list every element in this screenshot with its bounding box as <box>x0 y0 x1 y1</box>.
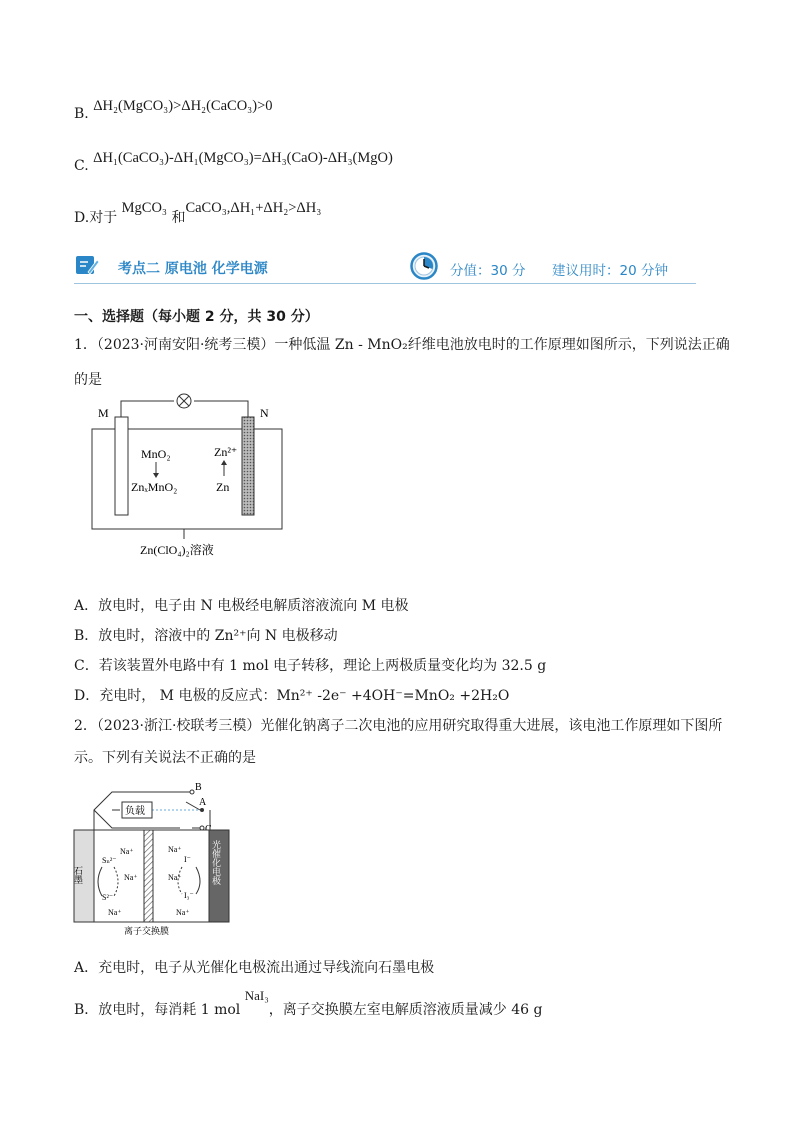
lamp-icon <box>177 394 191 408</box>
option-b-prefix: B．放电时，每消耗 1 mol <box>74 1002 241 1018</box>
option-and: 和 <box>171 210 186 226</box>
option-b: B．放电时，溶液中的 Zn²⁺向 N 电极移动 <box>74 628 338 644</box>
na-label: Na⁺ <box>108 908 122 917</box>
switch-b-label: B <box>195 782 202 793</box>
option-c-prev <box>74 150 393 176</box>
i3-label: I₃⁻ <box>184 891 194 900</box>
membrane-label: 离子交换膜 <box>124 926 170 936</box>
na-label: Na⁺ <box>120 847 134 856</box>
pencil-icon <box>74 252 100 282</box>
option-prefix: 对于 <box>89 210 118 226</box>
sn-label: Sₙ²⁻ <box>102 856 117 865</box>
switch-a-label: A <box>199 797 207 808</box>
suggested-time: 建议用时：20 分钟 <box>552 263 668 279</box>
formula-mg: MgCO₃ <box>121 200 167 216</box>
formula-op: > <box>173 98 182 114</box>
formula-mid: ΔH₂(CaCO₃) <box>181 98 258 114</box>
option-c: C．若该装置外电路中有 1 mol 电子转移，理论上两极质量变化均为 32.5 g <box>74 658 547 674</box>
na-label: Na⁺ <box>176 908 190 917</box>
section-heading: 一、选择题（每小题 2 分，共 30 分） <box>74 309 319 325</box>
formula-d: CaCO₃,ΔH₁+ΔH₂>ΔH₃ <box>185 200 322 216</box>
zn2-label: Zn²⁺ <box>214 445 238 459</box>
option-d-prev <box>74 200 322 228</box>
option-a: A．充电时，电子从光催化电极流出通过导线流向石墨电极 <box>74 960 435 976</box>
na-label: Na⁺ <box>124 873 138 882</box>
solution-label: Zn(ClO₄)₂溶液 <box>140 543 214 557</box>
option-b <box>74 988 543 1020</box>
formula-nai3: NaI₃ <box>244 988 269 1003</box>
option-letter: B. <box>74 106 89 122</box>
mno2-label: MnO₂ <box>141 447 171 461</box>
option-d: D．充电时， M 电极的反应式：Mn²⁺ -2e⁻ +4OH⁻=MnO₂ +2H₂O <box>74 688 510 704</box>
topic-title: 考点二 原电池 化学电源 <box>118 261 268 277</box>
figure-photocatalytic-battery <box>72 772 232 944</box>
na-label: Na⁺ <box>168 845 182 854</box>
option-b-prev <box>74 98 273 124</box>
electrode-m-label: M <box>98 406 109 420</box>
zn-label: Zn <box>216 480 230 494</box>
figure-zn-mno2-battery <box>84 392 294 571</box>
na-label: Na⁺ <box>168 873 182 882</box>
s-label: S²⁻ <box>102 893 114 902</box>
score-value: 分值：30 分 <box>450 263 526 279</box>
electrode-n-label: N <box>260 406 269 420</box>
formula-op: >0 <box>257 98 273 114</box>
load-label: 负载 <box>125 806 145 817</box>
photo-electrode-label: 光催化电极 <box>211 840 221 885</box>
formula-lhs: ΔH₂(MgCO₃) <box>93 98 174 114</box>
question-2-line: 示。下列有关说法不正确的是 <box>74 750 256 766</box>
znmno2-label: ZnₓMnO₂ <box>131 480 178 494</box>
question-2-stem <box>74 711 754 773</box>
option-letter: D. <box>74 210 90 226</box>
question-1-line: 的是 <box>74 372 102 388</box>
question-1-stem <box>74 330 754 395</box>
clock-icon <box>410 252 438 284</box>
question-2-line: 2．（2023·浙江·校联考三模）光催化钠离子二次电池的应用研究取得重大进展，该电池工作原理如下图所 <box>74 718 723 734</box>
graphite-label: 石墨 <box>73 866 83 884</box>
i-label: I⁻ <box>184 855 191 864</box>
banner-divider <box>74 283 696 284</box>
option-letter: C. <box>74 158 89 174</box>
option-a: A．放电时，电子由 N 电极经电解质溶液流向 M 电极 <box>74 598 409 614</box>
formula-c: ΔH₁(CaCO₃)-ΔH₁(MgCO₃)=ΔH₃(CaO)-ΔH₃(MgO) <box>93 150 393 166</box>
question-1-line: 1．（2023·河南安阳·统考三模）一种低温 Zn - MnO₂纤维电池放电时的工作原理如图所示，下列说法正确 <box>74 337 730 353</box>
option-b-suffix: ，离子交换膜左室电解质溶液质量减少 46 g <box>268 1002 543 1018</box>
